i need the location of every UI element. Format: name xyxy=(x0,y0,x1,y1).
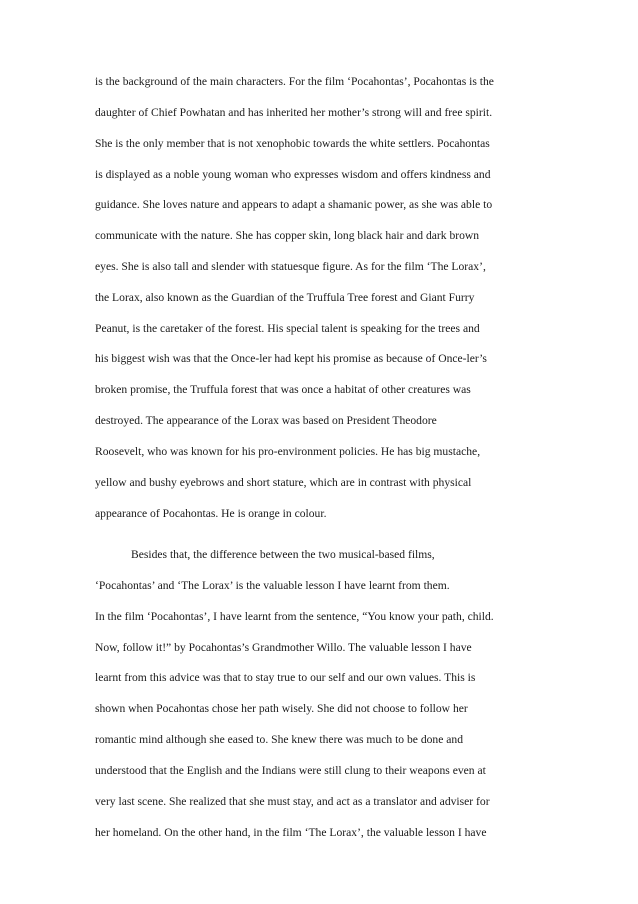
text-line: eyes. She is also tall and slender with statuesque figure. As for the film ‘The Lorax’, xyxy=(95,260,486,273)
text-line: broken promise, the Truffula forest that was once a habitat of other creatures was xyxy=(95,383,471,396)
text-line: ‘Pocahontas’ and ‘The Lorax’ is the valuable lesson I have learnt from them. xyxy=(95,579,450,592)
text-line: very last scene. She realized that she must stay, and act as a translator and adviser for xyxy=(95,795,490,808)
text-line: understood that the English and the Indians were still clung to their weapons even at xyxy=(95,764,486,777)
text-line: Roosevelt, who was known for his pro-environment policies. He has big mustache, xyxy=(95,445,481,458)
text-line: She is the only member that is not xenophobic towards the white settlers. Pocahontas xyxy=(95,137,490,150)
text-line: her homeland. On the other hand, in the film ‘The Lorax’, the valuable lesson I have xyxy=(95,826,487,839)
text-line: is the background of the main characters. For the film ‘Pocahontas’, Pocahontas is the xyxy=(95,75,494,88)
text-line: appearance of Pocahontas. He is orange in colour. xyxy=(95,507,327,520)
text-line: Besides that, the difference between the two musical-based films, xyxy=(131,548,435,561)
text-line: his biggest wish was that the Once-ler had kept his promise as because of Once-ler’s xyxy=(95,352,487,365)
text-line: romantic mind although she eased to. She knew there was much to be done and xyxy=(95,733,464,746)
text-line: communicate with the nature. She has copper skin, long black hair and dark brown xyxy=(95,229,480,242)
text-line: In the film ‘Pocahontas’, I have learnt from the sentence, “You know your path, child. xyxy=(95,610,494,623)
text-line: shown when Pocahontas chose her path wisely. She did not choose to follow her xyxy=(95,702,468,715)
text-line: guidance. She loves nature and appears to adapt a shamanic power, as she was able to xyxy=(95,198,493,211)
text-line: learnt from this advice was that to stay true to our self and our own values. This is xyxy=(95,671,476,684)
text-line: destroyed. The appearance of the Lorax was based on President Theodore xyxy=(95,414,437,427)
text-line: Now, follow it!” by Pocahontas’s Grandmother Willo. The valuable lesson I have xyxy=(95,641,472,654)
text-line: yellow and bushy eyebrows and short stature, which are in contrast with physical xyxy=(95,476,472,489)
text-line: daughter of Chief Powhatan and has inherited her mother’s strong will and free spirit. xyxy=(95,106,493,119)
text-line: the Lorax, also known as the Guardian of the Truffula Tree forest and Giant Furry xyxy=(95,291,475,304)
text-line: Peanut, is the caretaker of the forest. His special talent is speaking for the trees and xyxy=(95,322,480,335)
text-line: is displayed as a noble young woman who expresses wisdom and offers kindness and xyxy=(95,168,491,181)
